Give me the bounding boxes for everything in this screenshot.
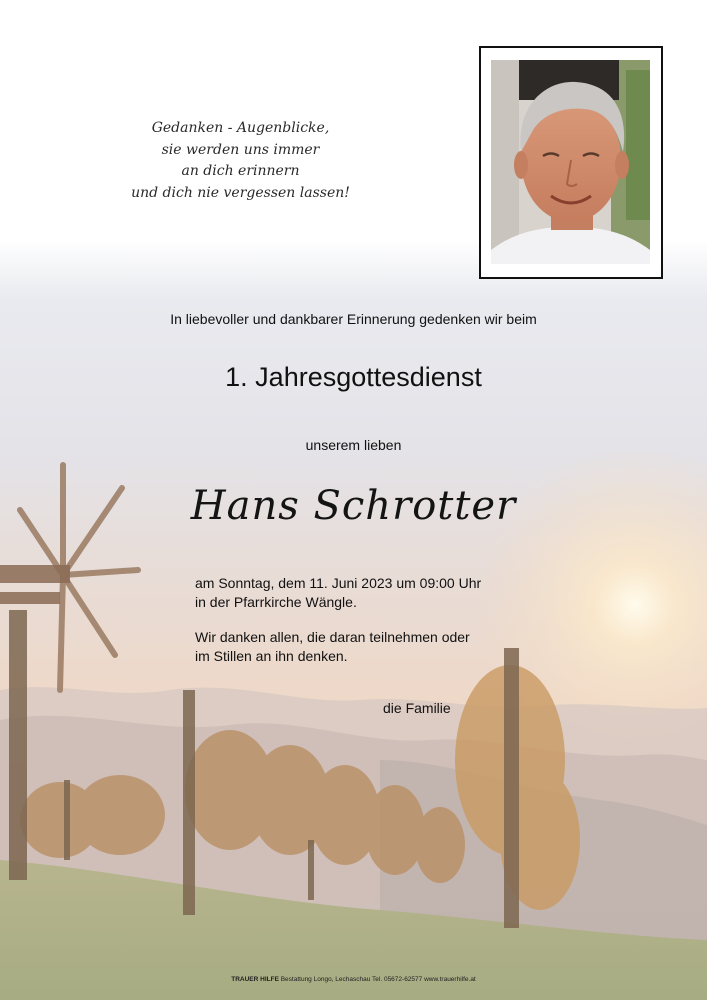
deceased-name: Hans Schrotter (190, 483, 517, 529)
poem-line: an dich erinnern (181, 163, 300, 179)
signature: die Familie (383, 700, 451, 716)
footer-text: Bestattung Longo, Lechaschau Tel. 05672-62577 www.trauerhilfe.at (280, 976, 476, 983)
memorial-poem (118, 118, 363, 204)
details-location-line: in der Pfarrkirche Wängle. (195, 593, 357, 610)
portrait-photo (491, 60, 650, 264)
details-date-line: am Sonntag, dem 11. Juni 2023 um 09:00 Uhr (195, 575, 482, 591)
poem-line: und dich nie vergessen lassen! (131, 184, 350, 201)
portrait-frame (479, 46, 663, 279)
service-details (195, 574, 555, 611)
intro-text: In liebevoller und dankbarer Erinnerung gedenken wir beim (170, 311, 537, 327)
footer-brand: TRAUER HILFE (231, 976, 279, 983)
service-title: 1. Jahresgottesdienst (225, 362, 482, 392)
thanks-line: im Stillen an ihn denken. (195, 647, 348, 664)
thanks-text (195, 628, 555, 665)
footer (0, 976, 707, 983)
dear-text: unserem lieben (305, 437, 402, 453)
thanks-line: Wir danken allen, die daran teilnehmen oder (195, 629, 470, 645)
poem-line: Gedanken - Augenblicke, (151, 120, 330, 136)
poem-line: sie werden uns immer (161, 141, 320, 158)
